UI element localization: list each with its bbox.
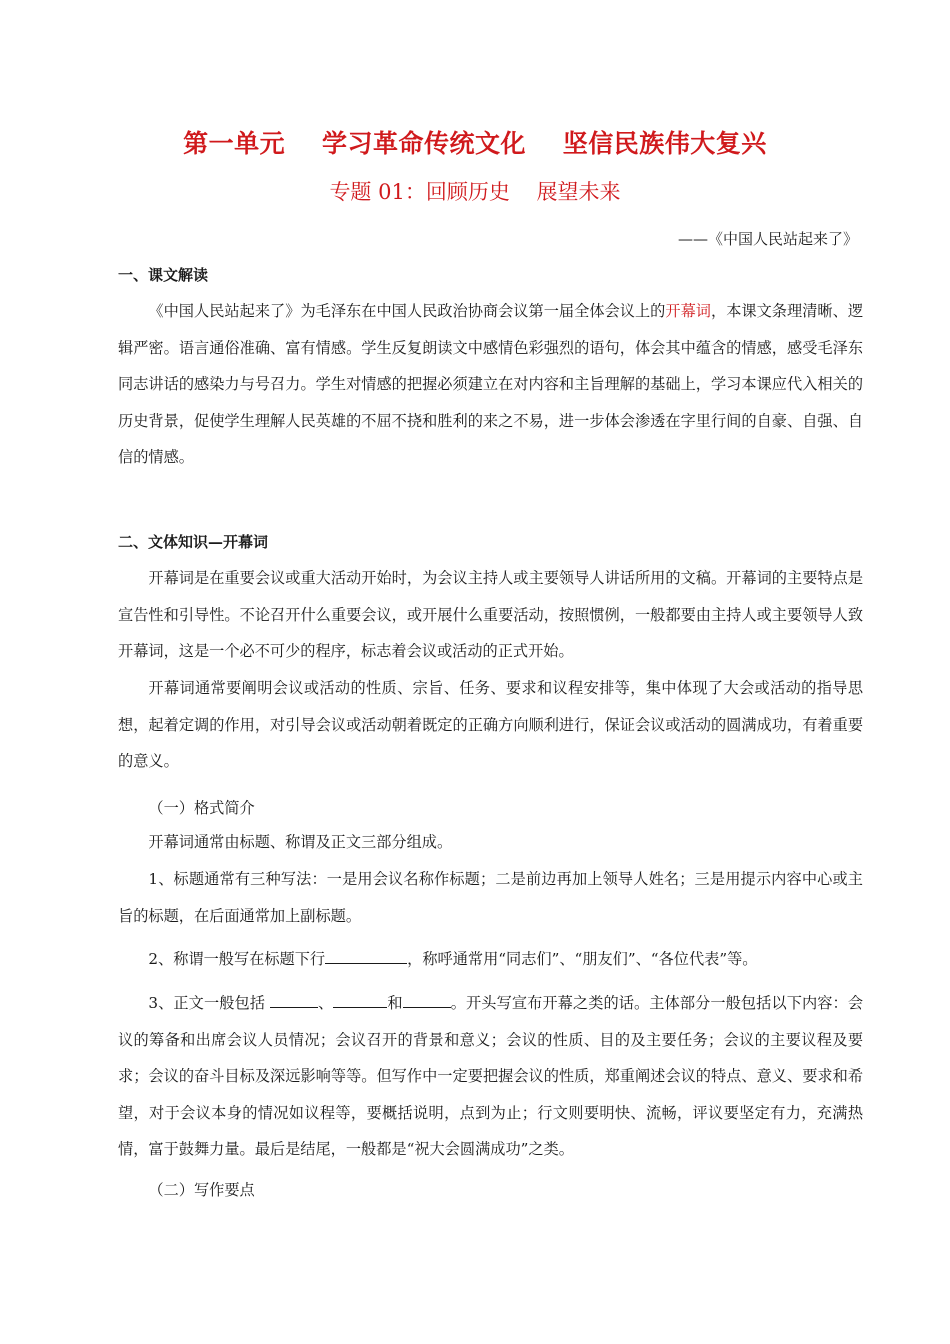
highlight-opening-speech: 开幕词 xyxy=(665,302,711,320)
section2-paragraph-2: 开幕词通常要阐明会议或活动的性质、宗旨、任务、要求和议程安排等，集中体现了大会或活动的指导思想，起着定调的作用，对引导会议或活动朝着既定的正确方向顺利进行，保证会议或活动的圆满成功，有着重要的意义。 xyxy=(118,679,863,771)
format-intro-label: （一）格式简介 xyxy=(148,799,255,817)
fill-blank-4[interactable] xyxy=(403,993,451,1008)
writing-points-label: （二）写作要点 xyxy=(148,1181,255,1199)
section1-text-after: ，本课文条理清晰、逻辑严密。语言通俗准确、富有情感。学生反复朗读文中感情色彩强烈的语句，体会其中蕴含的情感，感受毛泽东同志讲话的感染力与号召力。学生对情感的把握必须建立在对内容和主旨理解的基础上，学习本课应代入相关的历史背景，促使学生理解人民英雄的不屈不挠和胜利的来之不易，进一步体会渗透在字里行间的自豪、自强、自信的情感。 xyxy=(118,302,864,467)
body-separator-2: 和 xyxy=(387,994,403,1012)
section2-paragraph-4: 1、标题通常有三种写法：一是用会议名称作标题；二是前边再加上领导人姓名；三是用提示内容中心或主旨的标题，在后面通常加上副标题。 xyxy=(118,870,863,925)
salutation-text-before: 2、称谓一般写在标题下行 xyxy=(148,950,326,968)
section2-paragraph-5 xyxy=(118,941,863,978)
section2-paragraph-6 xyxy=(118,985,863,1168)
fill-blank-2[interactable] xyxy=(270,993,318,1008)
fill-blank-1[interactable] xyxy=(325,949,407,964)
section2-paragraph-3: 开幕词通常由标题、称谓及正文三部分组成。 xyxy=(148,833,453,851)
unit-title: 第一单元 学习革命传统文化 坚信民族伟大复兴 xyxy=(183,129,767,158)
body-text-start: 3、正文一般包括 xyxy=(148,994,270,1012)
section1-text-before: 《中国人民站起来了》为毛泽东在中国人民政治协商会议第一届全体会议上的 xyxy=(148,302,666,320)
format-intro-heading xyxy=(118,797,255,818)
writing-points-heading xyxy=(118,1179,255,1200)
fill-blank-3[interactable] xyxy=(333,993,387,1008)
topic-subtitle: 专题 01：回顾历史 展望未来 xyxy=(329,180,621,204)
source-attribution: ——《中国人民站起来了》 xyxy=(677,230,858,248)
section2-heading: 二、文体知识—开幕词 xyxy=(118,533,269,551)
section1-paragraph xyxy=(118,293,863,476)
section2-paragraph-1: 开幕词是在重要会议或重大活动开始时，为会议主持人或主要领导人讲话所用的文稿。开幕词的主要特点是宣告性和引导性。不论召开什么重要会议，或开展什么重要活动，按照惯例，一般都要由主持人或主要领导人致开幕词，这是一个必不可少的程序，标志着会议或活动的正式开始。 xyxy=(118,569,863,661)
body-text-after: 。开头写宣布开幕之类的话。主体部分一般包括以下内容：会议的筹备和出席会议人员情况；会议召开的背景和意义；会议的性质、目的及主要任务；会议的主要议程及要求；会议的奋斗目标及深远影响等等。但写作中一定要把握会议的性质，郑重阐述会议的特点、意义、要求和希望，对于会议本身的情况如议程等，要概括说明，点到为止；行文则要明快、流畅，评议要坚定有力，充满热情，富于鼓舞力量。最后是结尾，一般都是“祝大会圆满成功”之类。 xyxy=(118,994,864,1159)
body-separator-1: 、 xyxy=(317,994,334,1012)
salutation-text-after: ，称呼通常用“同志们”、“朋友们”、“各位代表”等。 xyxy=(407,950,758,968)
section1-heading: 一、课文解读 xyxy=(118,266,209,284)
